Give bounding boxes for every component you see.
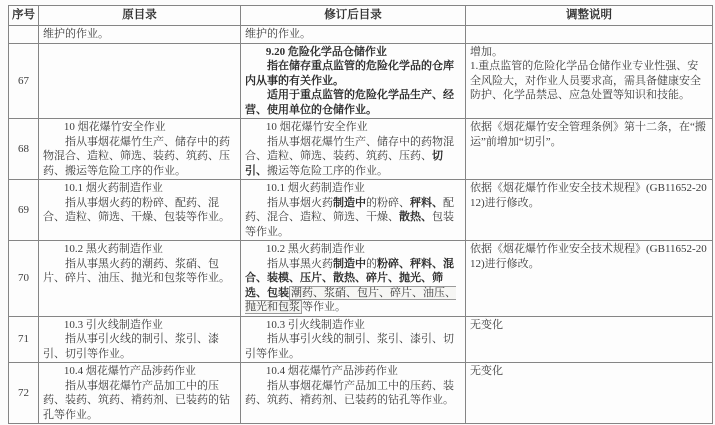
header-revised-catalog: 修订后目录 (241, 6, 466, 26)
header-original-catalog: 原目录 (39, 6, 241, 26)
text-line: 指从事烟花爆竹生产、储存中的药物混合、造粒、筛选、装药、筑药、压药、搬运等危险工序的作业。 (43, 135, 230, 177)
text-line: 1.重点监管的危险化学品仓储作业专业性强、安全风险大，对作业人员要求高，需具备健康安全防护、化学品禁忌、应急处置等知识和技能。 (470, 60, 701, 101)
text-line: 指从事黑火药的潮药、浆硝、包片、碎片、油压、抛光和包浆等作业。 (43, 257, 230, 284)
text-line: 10.1 烟火药制造作业 (63, 182, 163, 194)
adjustment-note-cell (466, 363, 713, 424)
text-line: 无变化 (470, 318, 503, 331)
text-line: 依据《烟花爆竹作业安全技术规程》(GB11652-2012)进行修改。 (470, 182, 707, 209)
text-line: 依据《烟花爆竹安全管理条例》第十二条，在“搬运”前增加“切引”。 (470, 121, 706, 148)
adjustment-note-cell (466, 316, 713, 363)
text-line: 10 烟花爆竹安全作业 (63, 121, 166, 133)
text-line: 9.20 危险化学品仓储作业 (265, 45, 387, 58)
text-line: 指从事烟火药制造中的粉碎、秤料、配药、混合、造粒、筛选、干燥、散热、包装等作业。 (245, 196, 454, 238)
text-line: 指从事引火线的制引、浆引、漆引、切引等作业。 (245, 333, 454, 360)
revised-catalog-cell (241, 26, 466, 44)
row-serial-number: 67 (9, 43, 39, 119)
text-line: 10.2 黑火药制造作业 (63, 243, 163, 255)
text-line: 指从事烟花爆竹产品加工中的压药、装药、筑药、褙药剂、已装药的钻孔等作业。 (245, 379, 454, 406)
text-line: 10 烟花爆竹安全作业 (265, 121, 368, 133)
adjustment-note-cell (466, 180, 713, 241)
original-catalog-cell (39, 26, 241, 44)
table-row (9, 241, 713, 317)
text-line: 指从事烟花爆竹生产、储存中的药物混合、造粒、筛选、装药、筑药、压药、切引、搬运等危险工序的作业。 (245, 135, 454, 177)
table-row (9, 26, 713, 44)
text-line: 10.4 烟花爆竹产品涉药作业 (63, 365, 196, 377)
text-line: 10.4 烟花爆竹产品涉药作业 (265, 365, 398, 377)
text-line: 10.3 引火线制造作业 (265, 318, 365, 331)
adjustment-note-cell (466, 26, 713, 44)
text-line: 指从事烟火药的粉碎、配药、混合、造粒、筛选、干燥、包装等作业。 (43, 196, 230, 223)
original-catalog-cell (39, 363, 241, 424)
table-row (9, 316, 713, 363)
header-row (9, 6, 713, 26)
revised-catalog-cell (241, 180, 466, 241)
original-catalog-cell (39, 180, 241, 241)
row-serial-number: 69 (9, 180, 39, 241)
original-catalog-cell (39, 119, 241, 180)
original-catalog-cell (39, 241, 241, 317)
table-row (9, 43, 713, 119)
revised-catalog-cell (241, 43, 466, 119)
text-line: 适用于重点监管的危险化学品生产、经营、使用单位的仓储作业。 (245, 89, 454, 116)
header-adjustment-note: 调整说明 (466, 6, 713, 26)
adjustment-note-cell (466, 43, 713, 119)
table-row (9, 119, 713, 180)
text-line: 增加。 (470, 45, 503, 58)
text-line: 10.1 烟火药制造作业 (265, 182, 365, 194)
table-body (9, 26, 713, 424)
revised-catalog-cell (241, 316, 466, 363)
revised-catalog-cell (241, 363, 466, 424)
revised-catalog-cell (241, 119, 466, 180)
text-line: 指从事黑火药制造中的粉碎、秤料、混合、装模、压片、散热、碎片、抛光、筛选、包装 潮药、浆硝、包片、碎片、油压、抛光和包浆 等作业。 (245, 257, 456, 313)
original-catalog-cell (39, 43, 241, 119)
deleted-text-box: 潮药、浆硝、包片、碎片、油压、抛光和包浆 (245, 286, 456, 313)
text-line: 指从事烟花爆竹产品加工中的压药、装药、筑药、褙药剂、已装药的钻孔等作业。 (43, 379, 230, 421)
original-catalog-cell (39, 316, 241, 363)
row-serial-number: 70 (9, 241, 39, 317)
text-line: 10.2 黑火药制造作业 (265, 243, 365, 255)
text-line: 维护的作业。 (43, 28, 109, 40)
adjustment-note-cell (466, 241, 713, 317)
row-serial-number: 68 (9, 119, 39, 180)
table-header (9, 6, 713, 26)
adjustment-note-cell (466, 119, 713, 180)
row-serial-number: 71 (9, 316, 39, 363)
table-row (9, 363, 713, 424)
table-row (9, 180, 713, 241)
text-line: 维护的作业。 (245, 28, 311, 40)
text-line: 无变化 (470, 365, 503, 377)
row-serial-number: 72 (9, 363, 39, 424)
revision-comparison-table (8, 5, 713, 424)
header-serial-number: 序号 (9, 6, 39, 26)
text-line: 10.3 引火线制造作业 (63, 318, 163, 331)
text-line: 依据《烟花爆竹作业安全技术规程》(GB11652-2012)进行修改。 (470, 243, 707, 270)
text-line: 指在储存重点监管的危险化学品的仓库内从事的有关作业。 (245, 60, 454, 87)
revised-catalog-cell (241, 241, 466, 317)
text-line: 指从事引火线的制引、浆引、漆引、切引等作业。 (43, 333, 219, 360)
row-serial-number (9, 26, 39, 44)
